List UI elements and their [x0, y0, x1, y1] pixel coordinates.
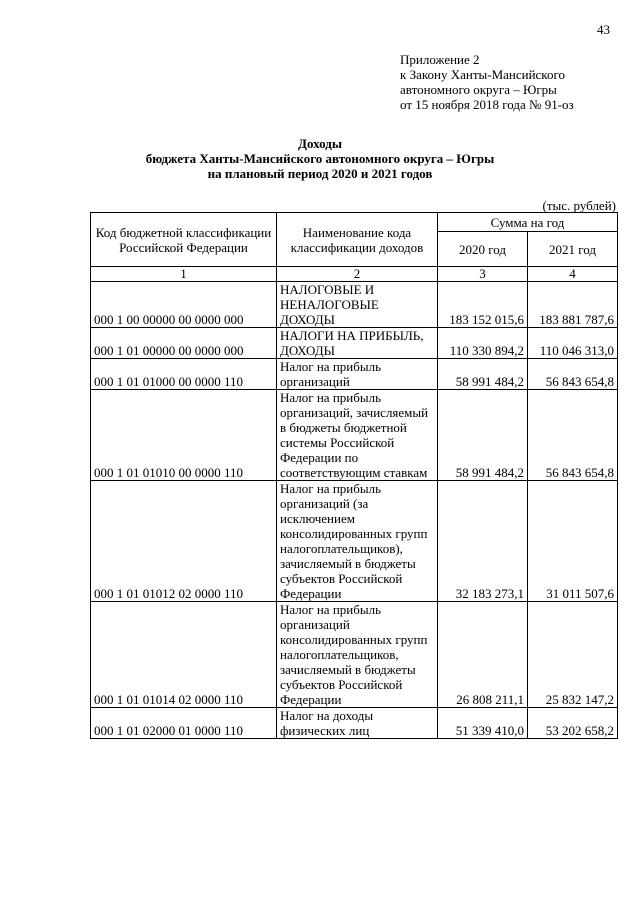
title-line: бюджета Ханты-Мансийского автономного округа – Югры	[145, 151, 495, 166]
row-value-2020: 32 183 273,1	[438, 481, 528, 602]
row-name: Налог на прибыль организаций, зачисляемый в бюджеты бюджетной системы Российской Федерации по соответствующим ставкам	[277, 390, 438, 481]
row-value-2021: 56 843 654,8	[528, 390, 618, 481]
header-year-2020: 2020 год	[438, 232, 528, 267]
column-number: 2	[277, 267, 438, 282]
row-code: 000 1 01 01014 02 0000 110	[91, 602, 277, 708]
row-name: Налог на прибыль организаций консолидированных групп налогоплательщиков, зачисляемый в бюджеты субъектов Российской Федерации	[277, 602, 438, 708]
title-line: на плановый период 2020 и 2021 годов	[207, 166, 433, 181]
header-year-2021: 2021 год	[528, 232, 618, 267]
row-name: Налог на доходы физических лиц	[277, 708, 438, 739]
column-number: 4	[528, 267, 618, 282]
row-value-2020: 26 808 211,1	[438, 602, 528, 708]
revenue-table	[90, 212, 618, 739]
row-name: Налог на прибыль организаций (за исключением консолидированных групп налогоплательщиков), зачисляемый в бюджеты субъектов Российской Федерации	[277, 481, 438, 602]
row-code: 000 1 01 01000 00 0000 110	[91, 359, 277, 390]
table-row	[91, 328, 618, 359]
row-value-2021: 110 046 313,0	[528, 328, 618, 359]
row-code: 000 1 01 01012 02 0000 110	[91, 481, 277, 602]
table-row	[91, 390, 618, 481]
row-value-2021: 183 881 787,6	[528, 282, 618, 328]
header-name: Наименование кода классификации доходов	[277, 213, 438, 267]
appendix-line: Приложение 2	[400, 52, 480, 67]
table-row	[91, 282, 618, 328]
table-row	[91, 602, 618, 708]
column-number: 1	[91, 267, 277, 282]
row-code: 000 1 01 01010 00 0000 110	[91, 390, 277, 481]
table-row	[91, 359, 618, 390]
row-value-2020: 58 991 484,2	[438, 390, 528, 481]
row-value-2020: 110 330 894,2	[438, 328, 528, 359]
appendix-line: к Закону Ханты-Мансийского	[400, 67, 565, 82]
unit-label: (тыс. рублей)	[542, 198, 616, 213]
row-value-2021: 53 202 658,2	[528, 708, 618, 739]
column-numbers-row	[91, 267, 618, 282]
row-code: 000 1 01 02000 01 0000 110	[91, 708, 277, 739]
page-number: 43	[597, 22, 610, 37]
header-sum: Сумма на год	[438, 213, 618, 232]
appendix-line: от 15 ноября 2018 года № 91-оз	[400, 97, 574, 112]
row-name: НАЛОГИ НА ПРИБЫЛЬ, ДОХОДЫ	[277, 328, 438, 359]
table-row	[91, 481, 618, 602]
column-number: 3	[438, 267, 528, 282]
row-code: 000 1 01 00000 00 0000 000	[91, 328, 277, 359]
row-value-2021: 31 011 507,6	[528, 481, 618, 602]
title-line: Доходы	[298, 136, 342, 151]
row-code: 000 1 00 00000 00 0000 000	[91, 282, 277, 328]
header-code: Код бюджетной классификации Российской Федерации	[91, 213, 277, 267]
row-value-2020: 51 339 410,0	[438, 708, 528, 739]
row-value-2020: 58 991 484,2	[438, 359, 528, 390]
row-value-2020: 183 152 015,6	[438, 282, 528, 328]
row-value-2021: 25 832 147,2	[528, 602, 618, 708]
row-value-2021: 56 843 654,8	[528, 359, 618, 390]
appendix-line: автономного округа – Югры	[400, 82, 557, 97]
row-name: Налог на прибыль организаций	[277, 359, 438, 390]
row-name: НАЛОГОВЫЕ И НЕНАЛОГОВЫЕ ДОХОДЫ	[277, 282, 438, 328]
document-title	[0, 136, 640, 181]
table-header-row	[91, 213, 618, 232]
table-row	[91, 708, 618, 739]
appendix-reference	[400, 52, 574, 112]
